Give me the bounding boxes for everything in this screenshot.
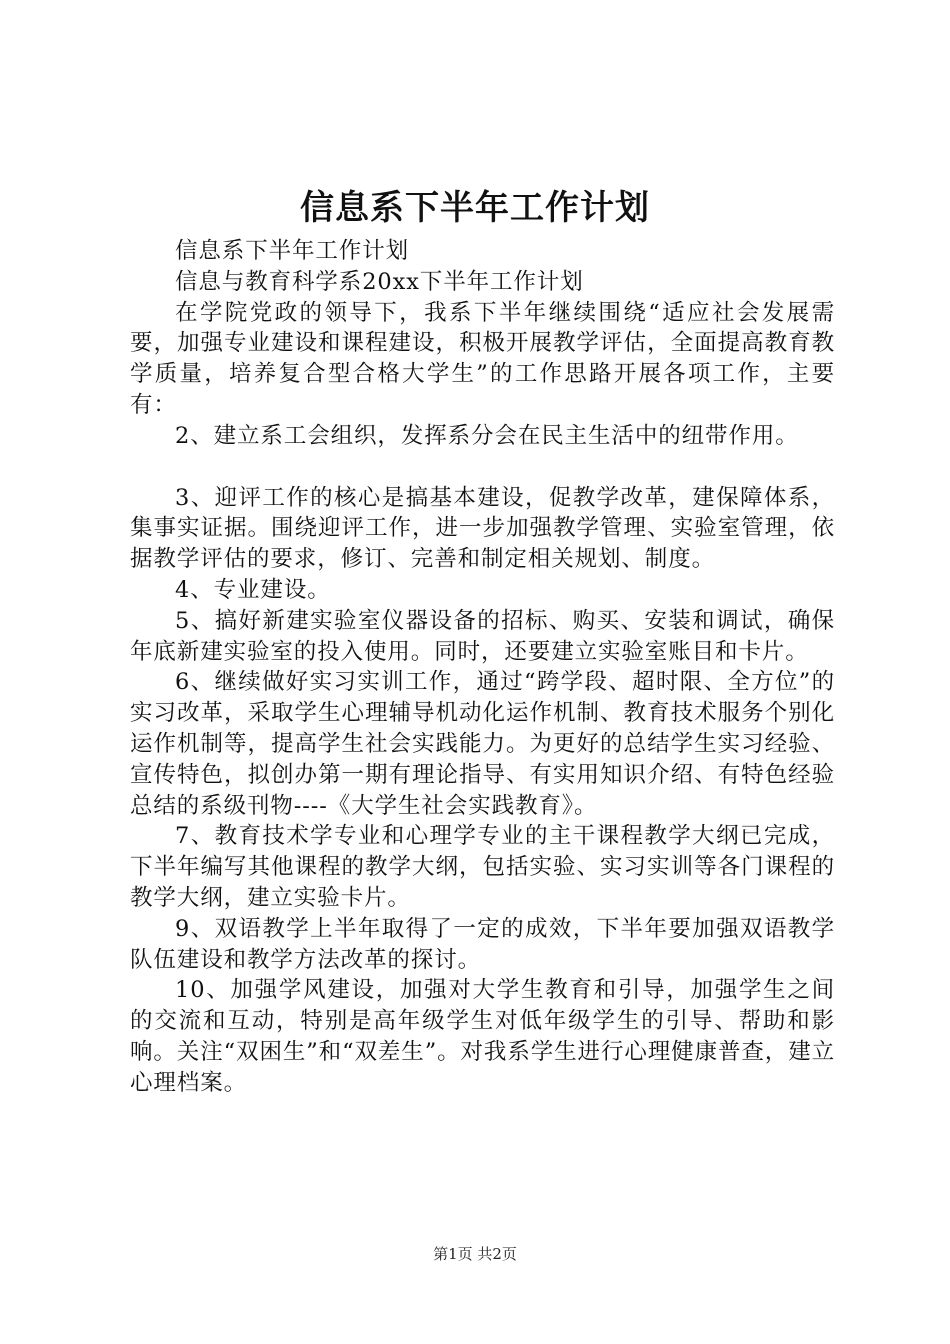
paragraph-intro: 在学院党政的领导下，我系下半年继续围绕“适应社会发展需要，加强专业建设和课程建设，积极开展教学评估，全面提高教育教学质量，培养复合型合格大学生”的工作思路开展各项工作，主要有： xyxy=(130,299,835,418)
paragraph-item-9: 9、双语教学上半年取得了一定的成效，下半年要加强双语教学队伍建设和教学方法改革的探讨。 xyxy=(130,915,835,973)
paragraph-item-2: 2、建立系工会组织，发挥系分会在民主生活中的纽带作用。 xyxy=(175,422,799,449)
paragraph-plan-heading: 信息与教育科学系20xx下半年工作计划 xyxy=(175,268,584,295)
document-title: 信息系下半年工作计划 xyxy=(300,188,650,228)
paragraph-item-7: 7、教育技术学专业和心理学专业的主干课程教学大纲已完成，下半年编写其他课程的教学大纲，包括实验、实习实训等各门课程的教学大纲，建立实验卡片。 xyxy=(130,823,835,911)
paragraph-item-4: 4、专业建设。 xyxy=(175,576,331,603)
paragraph-item-6: 6、继续做好实习实训工作，通过“跨学段、超时限、全方位”的实习改革，采取学生心理辅导机动化运作机制、教育技术服务个别化运作机制等，提高学生社会实践能力。为更好的总结学生实习经验、宣传特色，拟创办第一期有理论指导、有实用知识介绍、有特色经验总结的系级刊物----《大学生社会实践教育》。 xyxy=(130,669,835,819)
page-footer: 第1页 共2页 xyxy=(433,1245,517,1263)
paragraph-item-5: 5、搞好新建实验室仪器设备的招标、购买、安装和调试，确保年底新建实验室的投入使用。同时，还要建立实验室账目和卡片。 xyxy=(130,607,835,665)
paragraph-item-10: 10、加强学风建设，加强对大学生教育和引导，加强学生之间的交流和互动，特别是高年级学生对低年级学生的引导、帮助和影响。关注“双困生”和“双差生”。对我系学生进行心理健康普查，建立心理档案。 xyxy=(130,977,835,1096)
paragraph-subtitle: 信息系下半年工作计划 xyxy=(175,238,410,264)
paragraph-item-3: 3、迎评工作的核心是搞基本建设，促教学改革，建保障体系，集事实证据。围绕迎评工作，进一步加强教学管理、实验室管理，依据教学评估的要求，修订、完善和制定相关规划、制度。 xyxy=(130,484,835,573)
document-body xyxy=(130,236,835,1099)
